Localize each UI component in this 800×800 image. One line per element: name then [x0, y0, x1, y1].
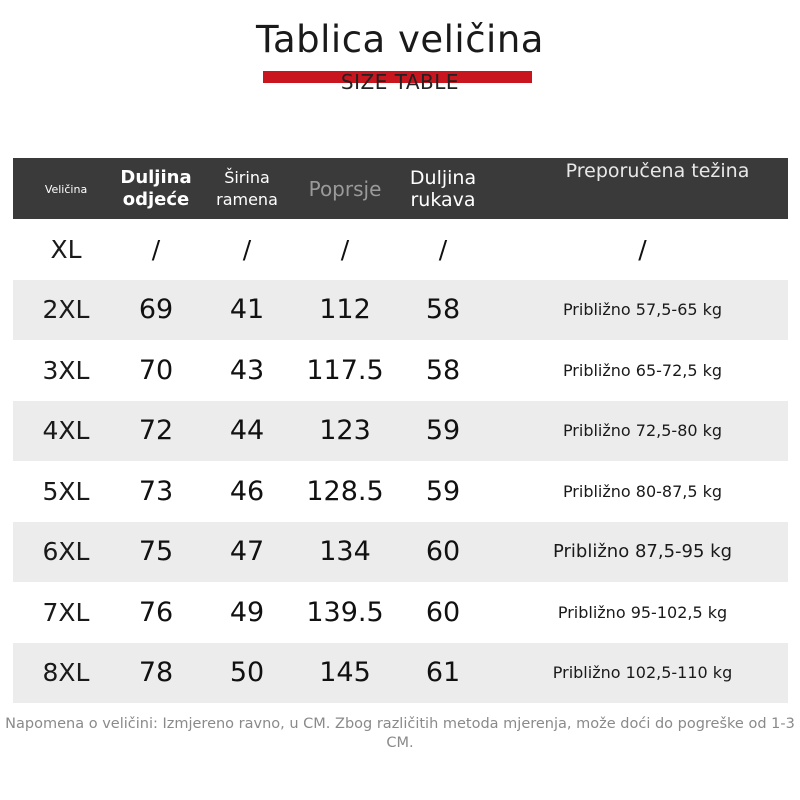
length-cell: 78 — [138, 657, 174, 689]
weight-cell: / — [638, 234, 647, 264]
page-subtitle — [0, 70, 800, 92]
subtitle-text: SIZE TABLE — [340, 70, 460, 92]
table-row — [13, 582, 788, 643]
chest-cell: 134 — [319, 536, 371, 568]
shoulder-cell: / — [242, 234, 252, 264]
sleeve-cell: 60 — [425, 536, 461, 568]
chest-cell: / — [340, 234, 350, 264]
size-cell: 4XL — [42, 416, 90, 446]
shoulder-cell: 46 — [229, 475, 265, 507]
weight-cell: Približno 65-72,5 kg — [562, 360, 723, 380]
sleeve-cell: 61 — [425, 657, 461, 689]
size-cell: 5XL — [42, 476, 90, 506]
weight-cell: Približno 87,5-95 kg — [552, 541, 732, 563]
header-shoulder: Širina ramena — [216, 167, 278, 209]
weight-cell: Približno 57,5-65 kg — [562, 300, 723, 320]
weight-cell: Približno 102,5-110 kg — [552, 663, 733, 683]
size-cell: 8XL — [42, 658, 90, 688]
length-cell: 73 — [138, 475, 174, 507]
header-weight: Preporučena težina — [565, 160, 750, 182]
shoulder-cell: 43 — [229, 354, 265, 386]
length-cell: 69 — [138, 294, 174, 326]
sleeve-cell: 59 — [425, 475, 461, 507]
chest-cell: 117.5 — [306, 354, 384, 386]
weight-cell: Približno 80-87,5 kg — [562, 481, 723, 501]
shoulder-cell: 41 — [229, 294, 265, 326]
length-cell: 76 — [138, 596, 174, 628]
shoulder-cell: 50 — [229, 657, 265, 689]
header-length: Duljina odjeće — [120, 166, 192, 210]
table-row — [13, 522, 788, 583]
size-cell: 3XL — [42, 355, 90, 385]
sleeve-cell: 58 — [425, 354, 461, 386]
size-cell: 2XL — [42, 295, 90, 325]
size-cell: 6XL — [42, 537, 90, 567]
table-row — [13, 219, 788, 280]
length-cell: 70 — [138, 354, 174, 386]
chest-cell: 128.5 — [306, 475, 384, 507]
sleeve-cell: 60 — [425, 596, 461, 628]
header-chest: Poprsje — [308, 176, 382, 201]
shoulder-cell: 49 — [229, 596, 265, 628]
size-cell: XL — [50, 234, 82, 264]
table-row — [13, 280, 788, 341]
header-size: Veličina — [44, 183, 88, 196]
sleeve-cell: 58 — [425, 294, 461, 326]
chest-cell: 123 — [319, 415, 371, 447]
header-sleeve: Duljina rukava — [409, 166, 477, 211]
page-title: Tablica veličina — [256, 18, 544, 61]
chest-cell: 139.5 — [306, 596, 384, 628]
size-table — [13, 158, 788, 703]
length-cell: / — [151, 234, 161, 264]
sleeve-cell: / — [438, 234, 448, 264]
table-row — [13, 401, 788, 462]
size-note: Napomena o veličini: Izmjereno ravno, u CM. Zbog različitih metoda mjerenja, može doći do pogreške od 1-3 CM. — [5, 716, 795, 751]
sleeve-cell: 59 — [425, 415, 461, 447]
table-header — [13, 158, 788, 219]
table-row — [13, 643, 788, 704]
length-cell: 72 — [138, 415, 174, 447]
table-row — [13, 340, 788, 401]
chest-cell: 112 — [319, 294, 371, 326]
chest-cell: 145 — [319, 657, 371, 689]
size-cell: 7XL — [42, 597, 90, 627]
weight-cell: Približno 72,5-80 kg — [562, 421, 723, 441]
shoulder-cell: 47 — [229, 536, 265, 568]
shoulder-cell: 44 — [229, 415, 265, 447]
weight-cell: Približno 95-102,5 kg — [557, 602, 728, 622]
length-cell: 75 — [138, 536, 174, 568]
table-row — [13, 461, 788, 522]
